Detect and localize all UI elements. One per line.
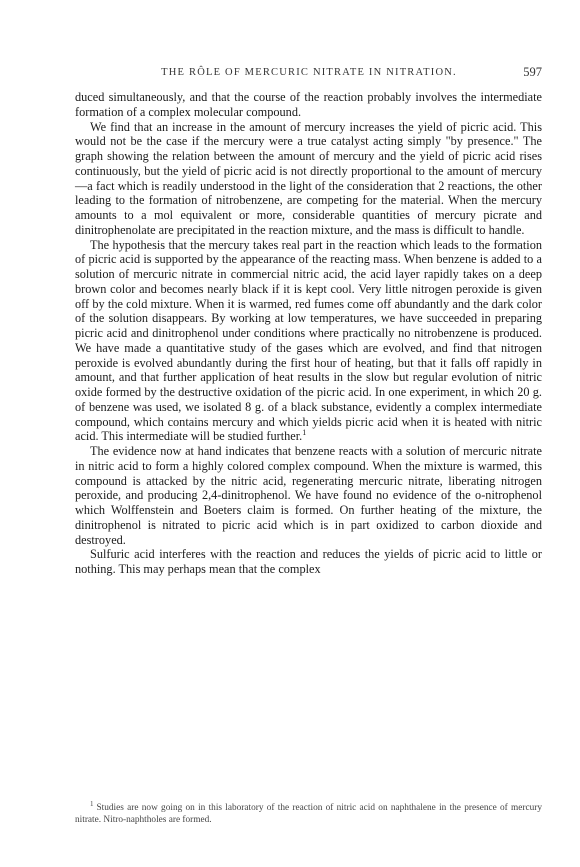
page-number: 597 — [523, 65, 542, 79]
article-body — [75, 90, 542, 577]
paragraph-continued: duced simultaneously, and that the course of the reaction probably involves the intermediate formation of a complex molecular compound. — [75, 90, 542, 119]
paragraph-mercury-yield: We find that an increase in the amount of mercury increases the yield of picric acid. This would not be the case if the mercury were a true catalyst acting simply "by presence." The graph showing the relation between the amount of mercury and the yield of picric acid rises continuously, but the yield of picric acid is not directly proportional to the amount of mercury—a fact which is readily understood in the light of the consideration that 2 reactions, the other leading to the formation of nitrobenzene, are competing for the material. When the mercury amounts to a mol equivalent or more, considerable quantities of mercury picrate and dinitrophenolate are precipitated in the reaction mixture, and the mass is difficult to handle. — [75, 119, 542, 237]
footnote — [75, 799, 542, 826]
footnote-text: Studies are now going on in this laboratory of the reaction of nitric acid on naphthalene in the presence of mercury nitrate. Nitro-naphtholes are formed. — [75, 803, 542, 825]
paragraph-hypothesis-text: The hypothesis that the mercury takes real part in the reaction which leads to the formation of picric acid is supported by the appearance of the reacting mass. When benzene is added to a solution of mercuric nitrate in commercial nitric acid, the acid layer rapidly takes on a deep brown color and becomes nearly black if it is kept cool. Very little nitrogen peroxide is given off by the cold mixture. When it is warmed, red fumes come off abundantly and the dark color of the solution disappears. By working at low temperatures, we have succeeded in preparing picric acid and dinitrophenol under conditions where practically no nitrobenzene is produced. We have made a quantitative study of the gases which are evolved, and find that nitrogen peroxide is evolved abundantly during the first hour of heating, but that it falls off rapidly in amount, and that further application of heat results in the slow but regular evolution of nitric oxide formed by the destructive oxidation of the picric acid. In one experiment, in which 20 g. of benzene was used, we isolated 8 g. of a black substance, evidently a complex intermediate compound, which contains mercury and which yields picric acid when it is heated with nitric acid. This intermediate will be studied further. — [75, 237, 542, 444]
paragraph-hypothesis — [75, 238, 542, 445]
footnote-reference: 1 — [302, 428, 307, 438]
footnote-marker: 1 — [90, 799, 94, 808]
running-title: THE RÔLE OF MERCURIC NITRATE IN NITRATION. — [161, 67, 457, 78]
paragraph-evidence: The evidence now at hand indicates that benzene reacts with a solution of mercuric nitrate in nitric acid to form a highly colored complex compound. When the mixture is warmed, this compound is attacked by the nitric acid, regenerating mercuric nitrate, liberating nitrogen peroxide, and producing 2,4-dinitrophenol. We have found no evidence of the o-nitrophenol which Wolffenstein and Boeters claim is formed. On further heating of the mixture, the dinitrophenol is nitrated to picric acid which is in part oxidized to carbon dioxide and destroyed. — [75, 444, 542, 547]
paragraph-sulfuric-acid: Sulfuric acid interferes with the reaction and reduces the yields of picric acid to little or nothing. This may perhaps mean that the complex — [75, 547, 542, 576]
